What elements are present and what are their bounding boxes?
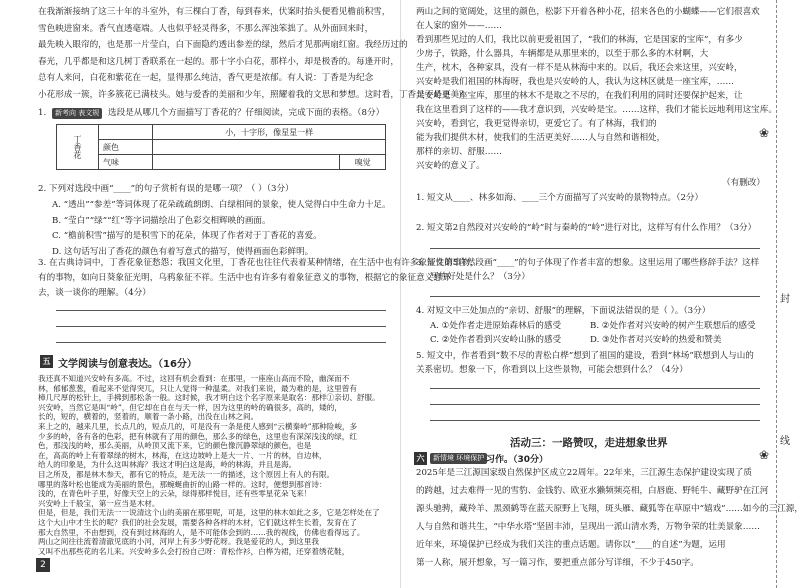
section5-title: 文学阅读与创意表达。（16分） <box>58 359 197 370</box>
rq4-text: 4. 对短文中三处加点的“亲切、舒服”的理解，下面说法错误的是（ ）。（3分） <box>416 306 711 316</box>
table-cell-color-answer[interactable] <box>153 140 386 155</box>
answer-line[interactable] <box>430 404 760 405</box>
rq2-text: 2. 短文第2自然段对兴安岭的“岭”时与秦岭的“岭”进行对比，这样写有什么作用？（3分） <box>416 223 757 233</box>
answer-line[interactable] <box>56 326 386 327</box>
table-cell-smell-label: 气味 <box>99 155 153 170</box>
section5-number: 五 <box>40 355 53 368</box>
q2-text: 2. 下列对选段中画“____”的句子赏析有误的是哪一项？（ ）（3分） <box>38 184 294 194</box>
section5-line: 林，郁郁葱葱，看起来不觉得突兀，只让人觉得一种温柔。对我们来说，最为难的是，这里曾有 <box>38 383 357 393</box>
right-page <box>400 0 803 588</box>
section5-line: 目之所及，都是林木参天，都有它的特点，是无法一一的描述，这个原因上有人的有限。 <box>38 470 335 479</box>
passage-line: 能为我们提供木材，使我们的生活更美好……人与自然和谐相处， <box>416 133 666 143</box>
passage-line: 两山之间的宽阔处，这里的颜色，松影下开着各种小花，招来各色的小蝴蝶——它们很喜欢 <box>416 7 760 17</box>
q3-line: 去，谈一谈你的理解。（4分） <box>38 288 151 298</box>
section5-line: 那大自然里，不由想到，没有到过林海的人，是不可能体会到的……我的视线，仿佛也看得远了。 <box>38 527 365 537</box>
passage-line: 那样的亲切、舒服…… <box>416 147 502 157</box>
answer-line[interactable] <box>430 388 760 389</box>
section6-title: 习作。（30分） <box>486 455 549 465</box>
star-icon: ❀ <box>758 448 770 462</box>
answer-line[interactable] <box>430 420 760 421</box>
section6-line: 2025年是三江源国家级自然保护区成立22周年。22年来，三江源生态保护建设实现了质 <box>416 468 752 478</box>
section5-line: 哪里的落叶松也能成为美丽的景色，那蜿蜒曲折的山路一样的。这时，便想到那首诗： <box>38 479 327 489</box>
q2-option: C. “檐前积雪”描写的是积雪下的花朵，体现了作者对于丁香花的喜爱。 <box>52 231 322 241</box>
section6-tag: 新情境 环境保护 <box>430 453 487 464</box>
q1-tag: 新考向 表文规 <box>52 108 102 119</box>
q2-option: A. “透出”“参差”等词体现了花朵疏疏朗朗、白绿相间的景象，使人觉得白中生命力十足。 <box>52 200 391 210</box>
passage-line: 雪色映进窗来。香气直透毫端。人也似乎轻灵得多，不那么浑浊笨拙了。从外面回来时， <box>38 23 374 34</box>
section6-line: 源头驰骋，藏羚羊、黑颈鹤等在蓝天原野上飞翔，斑头雁、藏狐等在草原中“嬉戏”……如今的三江源， <box>416 504 803 514</box>
passage-line: 总有人来问，白花和紫花在一起，显得那么纯洁，香气更是浓郁。有人说：丁香是为纪念 <box>38 73 374 83</box>
q2-option: B. “莹白”“绿”“红”等字词描绘出了色彩交相辉映的画面。 <box>52 215 271 226</box>
section5-line: 色，那浅浅的岭，那么美丽，从岭顶又流下来，它的颜色像沉静翠绿的颜色，也是 <box>38 441 312 451</box>
section6-line: 人与自然和谐共生，“中华水塔”坚固丰沛，呈现出一派山清水秀，万物争荣的壮美景象…… <box>416 522 760 532</box>
section5-line: 在，高高的岭上有着翠绿的树木，林海，在这边坡岭上是大一片、一片的林，自边林， <box>38 450 327 460</box>
passage-line: 兴安岭是我们祖国的林海呀，我也是兴安岭的人，我认为这林区就是一座宝库，…… <box>416 77 734 87</box>
section5-line: 少多的岭，各有各的色彩，把有林就有了用的颜色，那么多的绿色，这里也有深深浅浅的绿，红 <box>38 431 357 441</box>
section5-line: 兴安岭上千般宝，第一应当是木材。 <box>38 498 160 508</box>
q3-line: 3. 在古典诗词中，丁香花象征愁怨；我国文化里，丁香花也往往代表着某种情绪，在生活中也有许多象征性的事物， <box>38 258 479 268</box>
source-note: （有删改） <box>722 178 765 188</box>
table-cell-shape: 小，十字形，像星星一样 <box>153 125 386 140</box>
binding-char-seal: 封 <box>780 290 790 305</box>
passage-line: 兴安岭，看到它，我更觉得亲切，更爱它了。有了林海，我们的 <box>416 119 657 129</box>
section5-line: 但是，但是，我们无法一一说清这个山的美丽在那里呢，可是，这里的林木如此之多，它是怎样处在了 <box>38 508 380 518</box>
passage-line: 在我渐渐接纳了这三十年的斗室外，有三棵白丁香，每到春来，伏案时抬头便看见檐前积雪， <box>38 7 391 17</box>
passage-line: 最先映入眼帘的，也是那一片莹白，白下面隐约透出参差的绿，然后才见那两扇红窗。我经历过的 <box>38 40 408 50</box>
rq5-line: 5. 短文中，作者看到“数不尽的青松白桦”想到了祖国的建设，看到“林场”联想到人与山的 <box>416 351 754 361</box>
q1-number: 1. <box>38 108 47 118</box>
table-row-head: 丁香花 <box>57 125 99 170</box>
rq4-option-b[interactable]: B. ②处作者对兴安岭的树产生联想后的感受 <box>590 321 756 331</box>
section6-line: 的跨越，过去难得一见的雪豹、金钱豹、欧亚水獭频频亮相，白唇鹿、野牦牛、藏野驴在江河 <box>416 486 769 496</box>
passage-line: 春光，几乎都是和这几树丁香联系在一起的。那十字小白花，那样小，却是极香的。每逢开时， <box>38 56 399 67</box>
passage-line: 兴安岭是一座宝库，那里的林木不是取之不尽的，在我们利用的同时还要保护起来，让 <box>416 91 743 101</box>
passage-line: 在人家的窗外——…… <box>416 21 502 31</box>
answer-line[interactable] <box>430 296 760 297</box>
section5-line: 兴安岭，当然它是叫“岭”，但它却在自在与天一样，因为这里的岭的确很多，高的，矮的， <box>38 402 342 412</box>
table-cell-shape-label <box>99 125 153 140</box>
rq4-option-a[interactable]: A. ①处作者走进原始森林后的感受 <box>430 321 562 331</box>
table-cell-smell-answer[interactable] <box>153 155 340 170</box>
q2-option: D. 这句话写出了香花的颜色有着写意式的描写，使得画面色彩鲜明。 <box>52 246 314 257</box>
passage-line: 我在这里看到了这样的——我才意识到，兴安岭是宝。……这样，我们才能长远地利用这宝库。 <box>416 105 777 115</box>
table-cell-color-label: 颜色 <box>99 140 153 155</box>
binding-char-line: 线 <box>780 432 790 447</box>
rq4-option-d[interactable]: D. ③处作者对兴安岭的热爱和赞美 <box>590 335 722 345</box>
answer-line[interactable] <box>430 248 760 249</box>
table-cell-sense: 嗅觉 <box>340 155 386 170</box>
q1-text: 选段是从哪几个方面描写丁香花的？仔细阅读，完成下面的表格。（8分） <box>108 108 385 118</box>
q3-line: 有的事物，如向日葵象征光明，乌鸦象征不祥。生活中也有许多有着象征意义的事物，根据它的象征意义想开 <box>38 273 451 283</box>
rq1-text: 1. 短文从____、林多如海、____三个方面描写了兴安岭的景物特点。（2分） <box>416 193 704 203</box>
section5-line: 浅的，在青色叶子里，好像天空上的云朵，绿得那样悦目，还有些零星花朵飞来！ <box>38 489 312 499</box>
rq5-line: 关系密切。想象一下，你看到以上这些景物，可能会想到什么？（4分） <box>416 365 688 375</box>
q1-table <box>56 124 386 170</box>
section6-line: 近年来，环境保护已经成为我们关注的重点话题。请你以“____的自述”为题，运用 <box>416 540 726 550</box>
section6-line: 第一人称，展开想象，写一篇习作，要把重点部分写详细，不少于450字。 <box>416 558 699 568</box>
section5-line: 我还真不知道兴安岭有多高。不过，这回有机会看到：在那里，一座座山高而不险，幽深而不 <box>38 374 350 383</box>
section5-line: 这个大山中才生长的呢？我们的社会发展，需要各种各样的木材，它们就这样生长着，发育在了 <box>38 518 357 527</box>
page-number: 2 <box>36 558 50 572</box>
section6-number: 六 <box>414 452 427 465</box>
passage-line: 小花形成一簇，许多簇花已满枝头。她与爱香的美丽和少年，照耀着我的文思和梦想。这时看，丁香是不是更美？ <box>38 89 468 100</box>
section5-line: 两山之间往往流着清澈见底的小河，河岸上有多少野花呀。我是爱花的人，到这里我 <box>38 537 319 547</box>
rq3-text-b: 写的好处是什么？（3分） <box>430 272 530 282</box>
answer-line[interactable] <box>56 310 386 311</box>
section5-line: 又叫不出那些花的名儿来。兴安岭多么会打扮自己呀：青松作衫，白桦为裙，还穿着绣花鞋， <box>38 546 350 556</box>
rq3-text-a: 3. 短文第5自然段画“____”的句子体现了作者丰富的想象。这里运用了哪些修辞手法？这样 <box>416 258 760 268</box>
passage-line: 生产，枕木，各种家具，没有一样不是从林海中来的。以后，我还会来这里，兴安岭， <box>416 63 743 73</box>
rq4-option-c[interactable]: C. ②处作者看到兴安岭山脉的感受 <box>430 335 562 345</box>
section5-line: 给人的印象是，为什么这叫林海？我这才明白这是海，岭的林海，并且是海。 <box>38 460 297 470</box>
binding-line <box>776 0 777 588</box>
section5-line: 来上之的，越来几里，长点几的，短点几的，可是没有一条是使人感到“云横秦岭”那种险峻，多 <box>38 422 358 431</box>
answer-line[interactable] <box>56 342 386 343</box>
star-icon: ❀ <box>758 126 770 140</box>
passage-line: 兴安岭的意义了。 <box>416 161 485 171</box>
passage-line: 看到那些见过的人们，我比以前更爱祖国了，“我们的林海，它是国家的宝库”，有多少 <box>416 35 743 45</box>
section5-line: 长的，短的，横着的，竖着的，顺着一条小路，出没在山林之间。 <box>38 412 259 422</box>
section5-line: 樟几尺厚的松针上，手拂到那松条一般。这时候，我才明白这个名字原来是取名：那样①亲切、舒服。 <box>38 393 380 403</box>
passage-line: 少房子，铁路，什么器具，车辆都是从那里来的，以至于那么多的木材啊，大 <box>416 49 709 59</box>
activity-title: 活动三：一路赞叹，走进想象世界 <box>510 437 668 449</box>
